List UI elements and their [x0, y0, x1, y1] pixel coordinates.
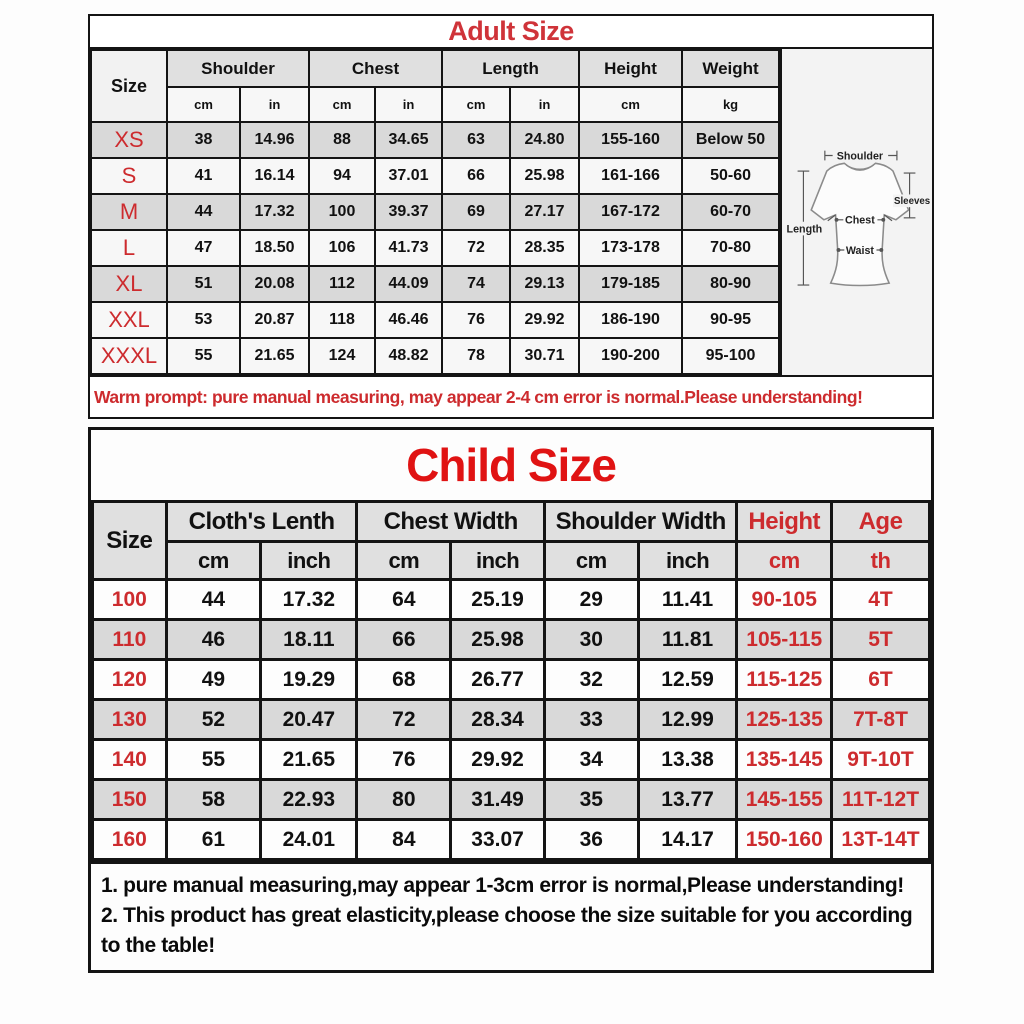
value-cell: 27.17 [510, 194, 579, 230]
value-cell: 125-135 [737, 700, 832, 740]
size-cell: XXXL [91, 338, 167, 374]
value-cell: 24.80 [510, 122, 579, 158]
value-cell: 11T-12T [832, 780, 930, 820]
value-cell: 13.38 [638, 740, 737, 780]
value-cell: 34 [544, 740, 638, 780]
value-cell: 51 [167, 266, 240, 302]
value-cell: 18.50 [240, 230, 309, 266]
value-cell: 53 [167, 302, 240, 338]
value-cell: 105-115 [737, 620, 832, 660]
value-cell: 21.65 [240, 338, 309, 374]
value-cell: 22.93 [261, 780, 357, 820]
size-cell: 140 [93, 740, 167, 780]
value-cell: 47 [167, 230, 240, 266]
value-cell: 64 [357, 580, 451, 620]
value-cell: 12.59 [638, 660, 737, 700]
size-cell: 150 [93, 780, 167, 820]
value-cell: 41.73 [375, 230, 442, 266]
size-cell: 100 [93, 580, 167, 620]
tshirt-diagram-svg [782, 49, 932, 375]
value-cell: 29.92 [510, 302, 579, 338]
value-cell: 21.65 [261, 740, 357, 780]
value-cell: 186-190 [579, 302, 682, 338]
value-cell: 112 [309, 266, 375, 302]
size-cell: 120 [93, 660, 167, 700]
size-cell: L [91, 230, 167, 266]
size-cell: 110 [93, 620, 167, 660]
waist-label: Waist [845, 244, 875, 257]
value-cell: 26.77 [451, 660, 545, 700]
bottom-notes [91, 861, 931, 970]
note-line-1: 1. pure manual measuring,may appear 1-3cm error is normal,Please understanding! [101, 874, 904, 897]
value-cell: Below 50 [682, 122, 779, 158]
value-cell: 72 [357, 700, 451, 740]
table-row [93, 660, 930, 700]
value-cell: 58 [166, 780, 261, 820]
value-cell: 88 [309, 122, 375, 158]
chest-label: Chest [845, 214, 875, 227]
value-cell: 29.13 [510, 266, 579, 302]
value-cell: 55 [167, 338, 240, 374]
length-column-header: Length [442, 50, 579, 87]
unit-header: in [510, 87, 579, 122]
value-cell: 69 [442, 194, 510, 230]
child-size-section [88, 427, 934, 973]
shoulder-width-column-header: Shoulder Width [544, 502, 737, 542]
adult-size-title: Adult Size [90, 16, 932, 49]
chest-width-column-header: Chest Width [357, 502, 544, 542]
value-cell: 80-90 [682, 266, 779, 302]
unit-header: th [832, 542, 930, 580]
value-cell: 36 [544, 820, 638, 860]
unit-header: cm [579, 87, 682, 122]
adult-size-table [90, 49, 780, 375]
note-line-2: 2. This product has great elasticity,please choose the size suitable for you according to the table! [101, 903, 913, 957]
value-cell: 179-185 [579, 266, 682, 302]
value-cell: 161-166 [579, 158, 682, 194]
value-cell: 32 [544, 660, 638, 700]
table-row [93, 580, 930, 620]
chest-column-header: Chest [309, 50, 442, 87]
value-cell: 155-160 [579, 122, 682, 158]
value-cell: 20.87 [240, 302, 309, 338]
table-row [93, 700, 930, 740]
size-cell: S [91, 158, 167, 194]
value-cell: 94 [309, 158, 375, 194]
value-cell: 25.98 [510, 158, 579, 194]
value-cell: 20.47 [261, 700, 357, 740]
table-row [91, 266, 779, 302]
value-cell: 35 [544, 780, 638, 820]
value-cell: 9T-10T [832, 740, 930, 780]
value-cell: 28.34 [451, 700, 545, 740]
value-cell: 63 [442, 122, 510, 158]
value-cell: 80 [357, 780, 451, 820]
unit-header: cm [442, 87, 510, 122]
shirt-measurement-diagram [780, 49, 932, 375]
value-cell: 13.77 [638, 780, 737, 820]
value-cell: 66 [442, 158, 510, 194]
adult-size-section [88, 14, 934, 419]
value-cell: 167-172 [579, 194, 682, 230]
value-cell: 150-160 [737, 820, 832, 860]
value-cell: 72 [442, 230, 510, 266]
value-cell: 37.01 [375, 158, 442, 194]
age-column-header: Age [832, 502, 930, 542]
size-cell: 130 [93, 700, 167, 740]
value-cell: 173-178 [579, 230, 682, 266]
value-cell: 30.71 [510, 338, 579, 374]
height-column-header: Height [737, 502, 832, 542]
value-cell: 11.41 [638, 580, 737, 620]
value-cell: 124 [309, 338, 375, 374]
cloths-length-column-header: Cloth's Lenth [166, 502, 357, 542]
unit-header: kg [682, 87, 779, 122]
table-row [93, 740, 930, 780]
value-cell: 135-145 [737, 740, 832, 780]
value-cell: 4T [832, 580, 930, 620]
value-cell: 41 [167, 158, 240, 194]
value-cell: 84 [357, 820, 451, 860]
shoulder-column-header: Shoulder [167, 50, 309, 87]
unit-header: in [240, 87, 309, 122]
table-row [93, 820, 930, 860]
value-cell: 34.65 [375, 122, 442, 158]
value-cell: 38 [167, 122, 240, 158]
value-cell: 6T [832, 660, 930, 700]
value-cell: 30 [544, 620, 638, 660]
child-size-table [91, 500, 931, 861]
value-cell: 95-100 [682, 338, 779, 374]
size-cell: M [91, 194, 167, 230]
value-cell: 70-80 [682, 230, 779, 266]
value-cell: 24.01 [261, 820, 357, 860]
value-cell: 48.82 [375, 338, 442, 374]
value-cell: 33.07 [451, 820, 545, 860]
value-cell: 46.46 [375, 302, 442, 338]
adult-content [90, 49, 932, 375]
table-row [91, 230, 779, 266]
unit-header: cm [357, 542, 451, 580]
value-cell: 14.96 [240, 122, 309, 158]
length-label: Length [786, 223, 823, 236]
value-cell: 66 [357, 620, 451, 660]
value-cell: 20.08 [240, 266, 309, 302]
value-cell: 76 [357, 740, 451, 780]
unit-header: inch [638, 542, 737, 580]
value-cell: 145-155 [737, 780, 832, 820]
table-row [91, 302, 779, 338]
table-row [93, 780, 930, 820]
height-column-header: Height [579, 50, 682, 87]
value-cell: 118 [309, 302, 375, 338]
value-cell: 90-95 [682, 302, 779, 338]
value-cell: 14.17 [638, 820, 737, 860]
table-row [91, 122, 779, 158]
value-cell: 190-200 [579, 338, 682, 374]
value-cell: 29.92 [451, 740, 545, 780]
value-cell: 52 [166, 700, 261, 740]
shoulder-label: Shoulder [836, 150, 884, 163]
value-cell: 68 [357, 660, 451, 700]
value-cell: 78 [442, 338, 510, 374]
unit-header: cm [544, 542, 638, 580]
value-cell: 60-70 [682, 194, 779, 230]
size-cell: XXL [91, 302, 167, 338]
size-cell: XS [91, 122, 167, 158]
value-cell: 55 [166, 740, 261, 780]
value-cell: 106 [309, 230, 375, 266]
value-cell: 18.11 [261, 620, 357, 660]
value-cell: 25.98 [451, 620, 545, 660]
value-cell: 44 [167, 194, 240, 230]
value-cell: 16.14 [240, 158, 309, 194]
value-cell: 25.19 [451, 580, 545, 620]
table-row [91, 194, 779, 230]
value-cell: 29 [544, 580, 638, 620]
value-cell: 19.29 [261, 660, 357, 700]
value-cell: 28.35 [510, 230, 579, 266]
value-cell: 74 [442, 266, 510, 302]
value-cell: 50-60 [682, 158, 779, 194]
table-row [93, 620, 930, 660]
unit-header: in [375, 87, 442, 122]
sleeves-label: Sleeves [894, 196, 931, 208]
value-cell: 46 [166, 620, 261, 660]
value-cell: 100 [309, 194, 375, 230]
value-cell: 61 [166, 820, 261, 860]
child-size-title: Child Size [406, 439, 616, 491]
value-cell: 13T-14T [832, 820, 930, 860]
size-cell: XL [91, 266, 167, 302]
value-cell: 76 [442, 302, 510, 338]
value-cell: 49 [166, 660, 261, 700]
value-cell: 115-125 [737, 660, 832, 700]
size-column-header: Size [91, 50, 167, 122]
value-cell: 12.99 [638, 700, 737, 740]
value-cell: 31.49 [451, 780, 545, 820]
value-cell: 44.09 [375, 266, 442, 302]
unit-header: inch [261, 542, 357, 580]
shoulder-measure-arrow [825, 149, 897, 163]
value-cell: 33 [544, 700, 638, 740]
unit-header: inch [451, 542, 545, 580]
unit-header: cm [309, 87, 375, 122]
value-cell: 17.32 [240, 194, 309, 230]
value-cell: 17.32 [261, 580, 357, 620]
value-cell: 44 [166, 580, 261, 620]
unit-header: cm [166, 542, 261, 580]
table-row [91, 158, 779, 194]
unit-header: cm [737, 542, 832, 580]
value-cell: 39.37 [375, 194, 442, 230]
unit-header: cm [167, 87, 240, 122]
size-cell: 160 [93, 820, 167, 860]
value-cell: 7T-8T [832, 700, 930, 740]
size-column-header: Size [93, 502, 167, 580]
value-cell: 11.81 [638, 620, 737, 660]
weight-column-header: Weight [682, 50, 779, 87]
value-cell: 5T [832, 620, 930, 660]
warm-prompt-note: Warm prompt: pure manual measuring, may appear 2-4 cm error is normal.Please understanding! [90, 375, 932, 417]
value-cell: 90-105 [737, 580, 832, 620]
table-row [91, 338, 779, 374]
